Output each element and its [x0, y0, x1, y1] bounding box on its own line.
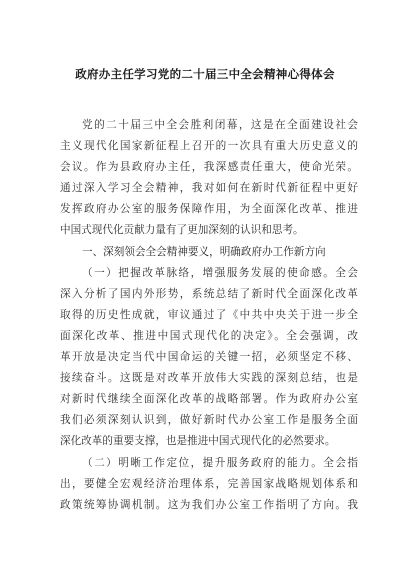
paragraph-line: 深入分析了国内外形势，系统总结了新时代全面深化改革 — [60, 287, 358, 300]
paragraph-line: （二）明晰工作定位，提升服务政府的能力。全会指 — [82, 456, 358, 469]
paragraph-line: 通过深入学习全会精神，我对如何在新时代新征程中更好 — [60, 182, 358, 195]
paragraph-line: 面深化改革、推进中国式现代化的决定》。全会强调，改 — [60, 329, 358, 342]
paragraph-line: 我们必须深刻认识到，做好新时代办公室工作是服务全面 — [60, 414, 358, 427]
document-body — [60, 115, 358, 516]
document-title: 政府办主任学习党的二十届三中全会精神心得体会 — [75, 67, 335, 81]
paragraph-line: 发挥政府办公室的服务保障作用，为全面深化改革、推进 — [60, 203, 358, 216]
paragraph-line: （一）把握改革脉络，增强服务发展的使命感。全会 — [82, 266, 358, 279]
paragraph-line: 主义现代化国家新征程上召开的一次具有重大历史意义的 — [60, 140, 358, 153]
paragraph-line: 深化改革的重要支撑，也是推进中国式现代化的必然要求。 — [60, 435, 336, 448]
paragraph-line: 取得的历史性成就，审议通过了《中共中央关于进一步全 — [60, 308, 358, 321]
paragraph-line: 出，要健全宏观经济治理体系，完善国家战略规划体系和 — [60, 477, 358, 490]
paragraph-line: 革开放是决定当代中国命运的关键一招，必须坚定不移、 — [60, 351, 358, 364]
paragraph-line: 接续奋斗。这既是对改革开放伟大实践的深刻总结，也是 — [60, 372, 358, 385]
paragraph-line: 政策统筹协调机制。这为我们办公室工作指明了方向。我 — [60, 498, 358, 511]
paragraph-line: 会议。作为县政府办主任，我深感责任重大，使命光荣。 — [60, 161, 358, 174]
section-heading: 一、深刻领会全会精神要义，明确政府办工作新方向 — [82, 245, 326, 258]
paragraph-line: 对新时代继续全面深化改革的战略部署。作为政府办公室 — [60, 393, 358, 406]
paragraph-line: 中国式现代化贡献力量有了更加深刻的认识和思考。 — [60, 224, 304, 237]
paragraph-line: 党的二十届三中全会胜利闭幕，这是在全面建设社会 — [82, 119, 358, 131]
